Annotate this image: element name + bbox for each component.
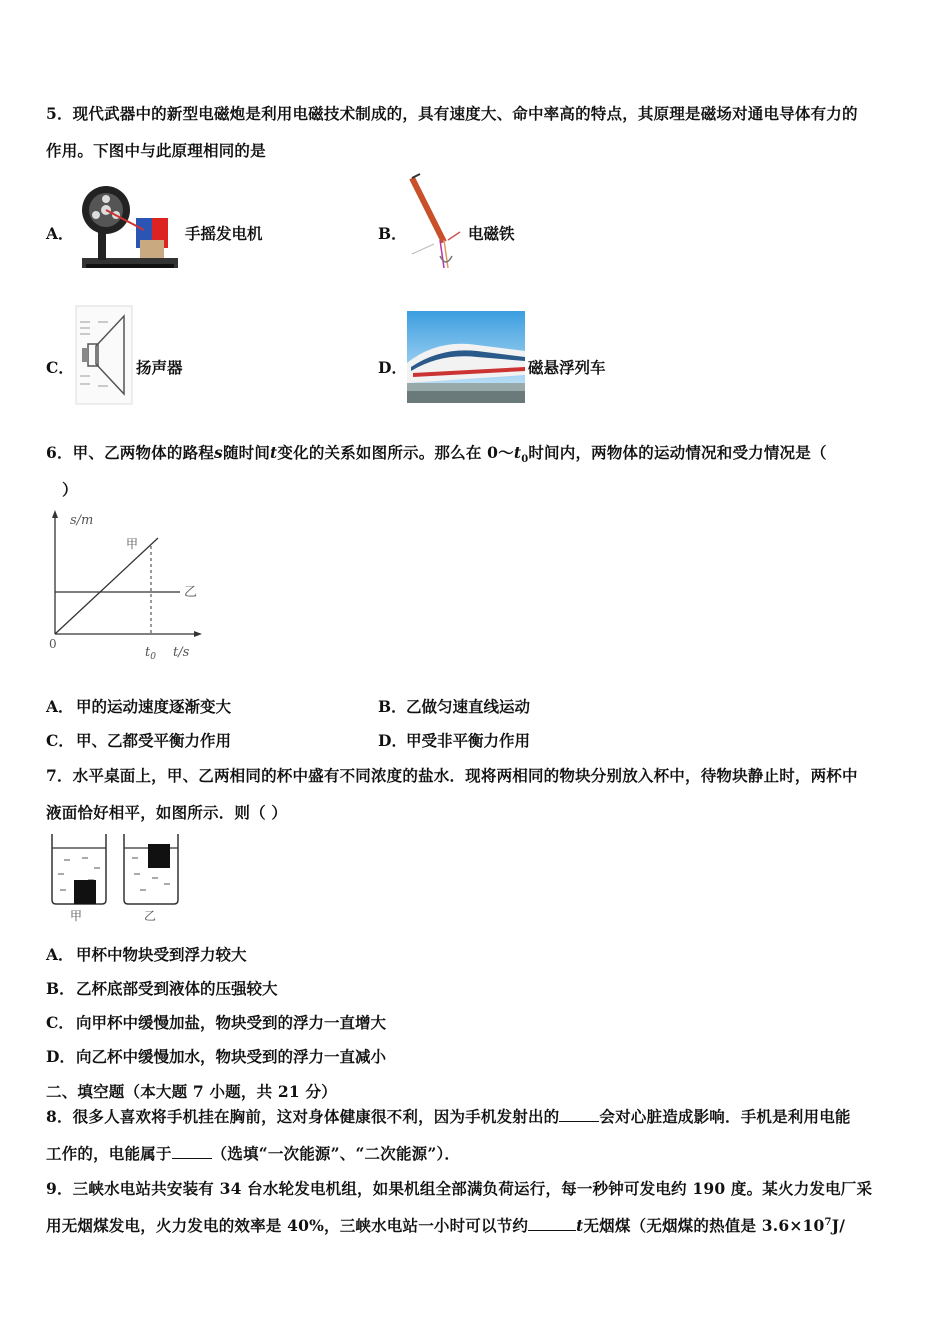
q6-var-s: s <box>214 443 223 462</box>
q8-line2-part-a: 工作的，电能属于 <box>46 1144 172 1163</box>
t0-label-sub: 0 <box>150 652 156 662</box>
q5-option-d-text: 磁悬浮列车 <box>528 358 606 377</box>
st-graph <box>40 506 210 662</box>
q6-line1-part-d: 时间内，两物体的运动情况和受力情况是（ <box>528 443 827 462</box>
q5-option-d-label: D． <box>378 358 407 377</box>
q9-unit-t: t <box>576 1216 584 1235</box>
electromagnet-image <box>404 172 464 274</box>
series-label-yi: 乙 <box>184 585 198 600</box>
y-axis-label: s/m <box>70 513 94 528</box>
q6-var-t0-sub: 0 <box>521 454 529 466</box>
q8-line2 <box>46 1142 460 1164</box>
section-2-heading: 二、填空题（本大题 7 小题，共 21 分） <box>46 1082 337 1101</box>
y-axis-arrow <box>52 510 58 518</box>
q6-option-b-label: B． <box>378 697 407 716</box>
q9-line2 <box>46 1214 845 1236</box>
line-jia <box>55 538 158 634</box>
q6-line1-part-c: 变化的关系如图所示。那么在 0～ <box>277 443 514 462</box>
q7-option-c-text: 向甲杯中缓慢加盐，物块受到的浮力一直增大 <box>76 1013 387 1032</box>
q5-option-c-label: C． <box>46 358 74 377</box>
q8-blank-1[interactable] <box>559 1107 599 1122</box>
q7-option-b-label: B． <box>46 979 75 998</box>
q7-option-a-label: A． <box>46 945 74 964</box>
q7-option-c-label: C． <box>46 1013 74 1032</box>
q8-blank-2[interactable] <box>172 1144 212 1159</box>
t0-label-main: t <box>145 645 151 660</box>
q5-option-a-text: 手摇发电机 <box>185 224 263 243</box>
q7-option-d-text: 向乙杯中缓慢加水，物块受到的浮力一直减小 <box>76 1047 387 1066</box>
origin-label: 0 <box>49 637 57 651</box>
q6-var-t0: t <box>513 443 522 462</box>
q7-option-d-label: D． <box>46 1047 75 1066</box>
q9-blank[interactable] <box>528 1216 576 1231</box>
cup-jia-label: 甲 <box>70 909 83 923</box>
q6-option-b-text: 乙做匀速直线运动 <box>406 697 531 716</box>
q5-option-c-text: 扬声器 <box>136 358 183 377</box>
hand-generator-image <box>80 180 180 272</box>
x-axis-label: t/s <box>173 645 190 660</box>
q6-option-a-text: 甲的运动速度逐渐变大 <box>76 697 232 716</box>
q7-option-a-text: 甲杯中物块受到浮力较大 <box>76 945 247 964</box>
q9-line2-part-b: 无烟煤（无烟煤的热值是 3.6×10 <box>583 1216 825 1235</box>
q5-line1: 5．现代武器中的新型电磁炮是利用电磁技术制成的，具有速度大、命中率高的特点，其原理是磁场对通电导体有力的 <box>46 104 858 123</box>
q6-option-c-label: C． <box>46 731 74 750</box>
x-axis-arrow <box>194 631 202 637</box>
q5-option-a-label: A． <box>46 224 74 243</box>
q8-line1-part-a: 8．很多人喜欢将手机挂在胸前，这对身体健康很不利，因为手机发射出的 <box>46 1107 560 1126</box>
q5-option-b-text: 电磁铁 <box>468 224 515 243</box>
q9-line2-part-c: J/ <box>831 1216 846 1235</box>
q5-option-b-label: B． <box>378 224 407 243</box>
q7-option-b-text: 乙杯底部受到液体的压强较大 <box>76 979 278 998</box>
q6-line1 <box>46 441 827 465</box>
cup-yi-label: 乙 <box>144 909 157 923</box>
q8-line2-part-b: （选填“一次能源”、“二次能源”）． <box>211 1144 461 1163</box>
maglev-train-image <box>407 311 525 403</box>
cups-figure <box>44 830 194 926</box>
q6-option-d-text: 甲受非平衡力作用 <box>406 731 531 750</box>
q6-option-c-text: 甲、乙都受平衡力作用 <box>76 731 232 750</box>
speaker-diagram-image <box>74 304 134 406</box>
q6-var-t: t <box>270 443 278 462</box>
q6-line1-part-b: 随时间 <box>222 443 271 462</box>
q6-line2: ） <box>62 480 78 499</box>
cup-jia-block <box>74 880 96 904</box>
q5-line2: 作用。下图中与此原理相同的是 <box>46 141 266 160</box>
q6-option-d-label: D． <box>378 731 407 750</box>
q6-option-a-label: A． <box>46 697 74 716</box>
series-label-jia: 甲 <box>126 537 139 551</box>
q7-line2: 液面恰好相平，如图所示．则（ ） <box>46 803 288 822</box>
t0-label <box>145 645 156 662</box>
q9-exponent: 7 <box>824 1216 832 1228</box>
q7-line1: 7．水平桌面上，甲、乙两相同的杯中盛有不同浓度的盐水．现将两相同的物块分别放入杯中，待物块静止时，两杯中 <box>46 766 858 785</box>
q9-line1: 9．三峡水电站共安装有 34 台水轮发电机组，如果机组全部满负荷运行，每一秒钟可发电约 190 度。某火力发电厂采 <box>46 1179 873 1198</box>
cup-yi-block <box>148 844 170 868</box>
q8-line1 <box>46 1105 851 1127</box>
q6-line1-part-a: 6．甲、乙两物体的路程 <box>46 443 214 462</box>
q9-line2-part-a: 用无烟煤发电，火力发电的效率是 40%，三峡水电站一小时可以节约 <box>46 1216 529 1235</box>
q8-line1-part-b: 会对心脏造成影响．手机是利用电能 <box>599 1107 851 1126</box>
